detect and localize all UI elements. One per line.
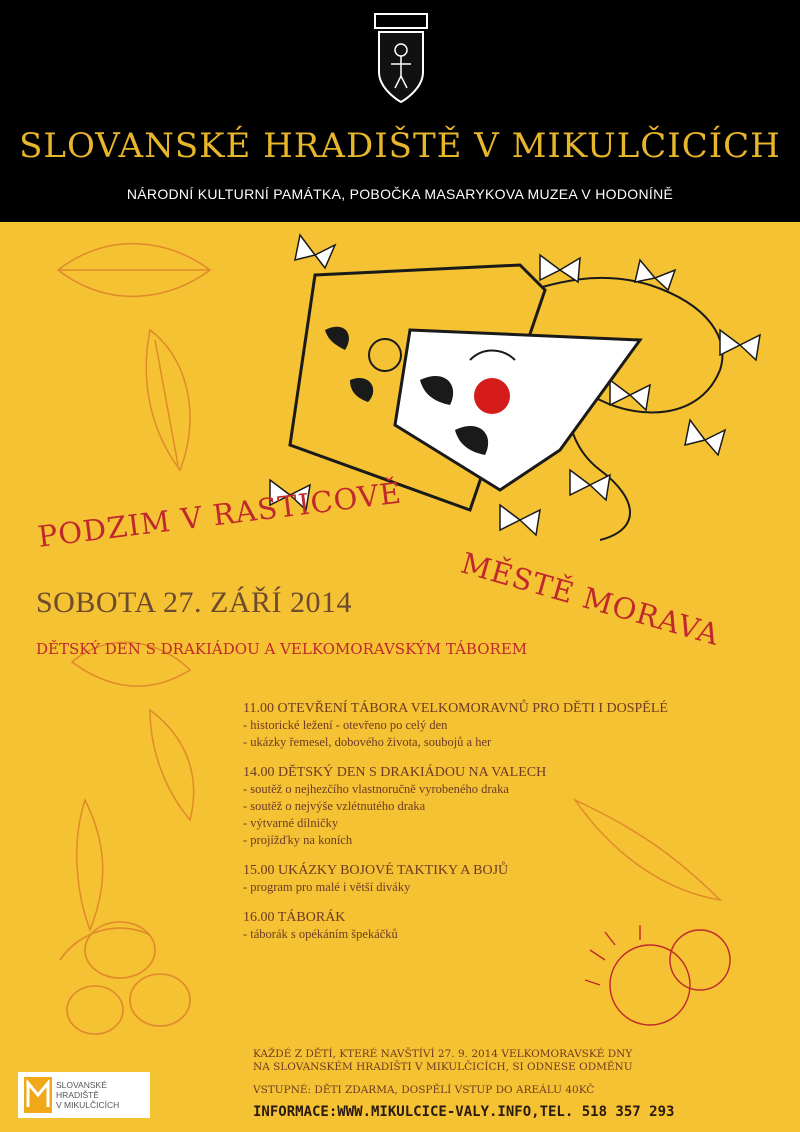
- contact-info: INFORMACE:WWW.MIKULCICE-VALY.INFO,TEL. 518 357 293: [253, 1104, 675, 1120]
- museum-logo-icon: [24, 1077, 52, 1113]
- event-tagline: DĚTSKÝ DEN S DRAKIÁDOU A VELKOMORAVSKÝM TÁBOREM: [36, 640, 528, 658]
- program-block: [243, 764, 668, 849]
- logo-line2: HRADIŠTĚ: [56, 1090, 99, 1100]
- reward-note: [253, 1048, 633, 1074]
- program-item: - táborák s opékáním špekáčků: [243, 927, 398, 941]
- event-title-part2: MĚSTĚ MORAVA: [457, 545, 724, 652]
- program-item: - soutěž o nejhezčího vlastnoručně vyrobeného draka: [243, 782, 509, 796]
- event-title-part1: PODZIM V RASTICOVĚ: [35, 475, 404, 554]
- header-band: [0, 0, 800, 222]
- program-item: - program pro malé i větší diváky: [243, 880, 411, 894]
- event-date: SOBOTA 27. ZÁŘÍ 2014: [36, 586, 352, 619]
- museum-logo: [18, 1072, 150, 1118]
- entry-fee: VSTUPNÉ: DĚTI ZDARMA, DOSPĚLÍ VSTUP DO AREÁLU 40KČ: [253, 1084, 595, 1096]
- site-title: SLOVANSKÉ HRADIŠTĚ V MIKULČICÍCH: [19, 126, 781, 166]
- program-item: - soutěž o nejvýše vzlétnutého draka: [243, 799, 426, 813]
- reward-note-line1: KAŽDÉ Z DĚTÍ, KTERÉ NAVŠTÍVÍ 27. 9. 2014 VELKOMORAVSKÉ DNY: [253, 1048, 633, 1060]
- acorns-icon: [60, 922, 190, 1034]
- site-subtitle: NÁRODNÍ KULTURNÍ PAMÁTKA, POBOČKA MASARYKOVA MUZEA V HODONÍNĚ: [126, 186, 674, 202]
- reward-note-line2: NA SLOVANSKÉM HRADIŠTI V MIKULČICÍCH, SI ODNESE ODMĚNU: [253, 1061, 633, 1073]
- program-block: [243, 862, 668, 896]
- program-block: [243, 700, 668, 751]
- logo-line1: SLOVANSKÉ: [56, 1080, 107, 1090]
- program-heading: 14.00 DĚTSKÝ DEN S DRAKIÁDOU NA VALECH: [243, 765, 547, 780]
- program-item: - historické ležení - otevřeno po celý den: [243, 718, 448, 732]
- program-heading: 11.00 OTEVŘENÍ TÁBORA VELKOMORAVNŮ PRO DĚTI I DOSPĚLÉ: [243, 701, 668, 716]
- program-item: - ukázky řemesel, dobového života, soubojů a her: [243, 735, 492, 749]
- program-block: [243, 909, 668, 943]
- program-item: - projížďky na koních: [243, 833, 353, 847]
- castle-crest-icon: [373, 12, 429, 104]
- logo-line3: V MIKULČICÍCH: [56, 1100, 120, 1110]
- program-heading: 16.00 TÁBORÁK: [243, 910, 346, 925]
- program-heading: 15.00 UKÁZKY BOJOVÉ TAKTIKY A BOJŮ: [243, 863, 509, 878]
- museum-logo-text: [56, 1080, 119, 1110]
- program-item: - výtvarné dílničky: [243, 816, 339, 830]
- program-schedule: [243, 700, 668, 956]
